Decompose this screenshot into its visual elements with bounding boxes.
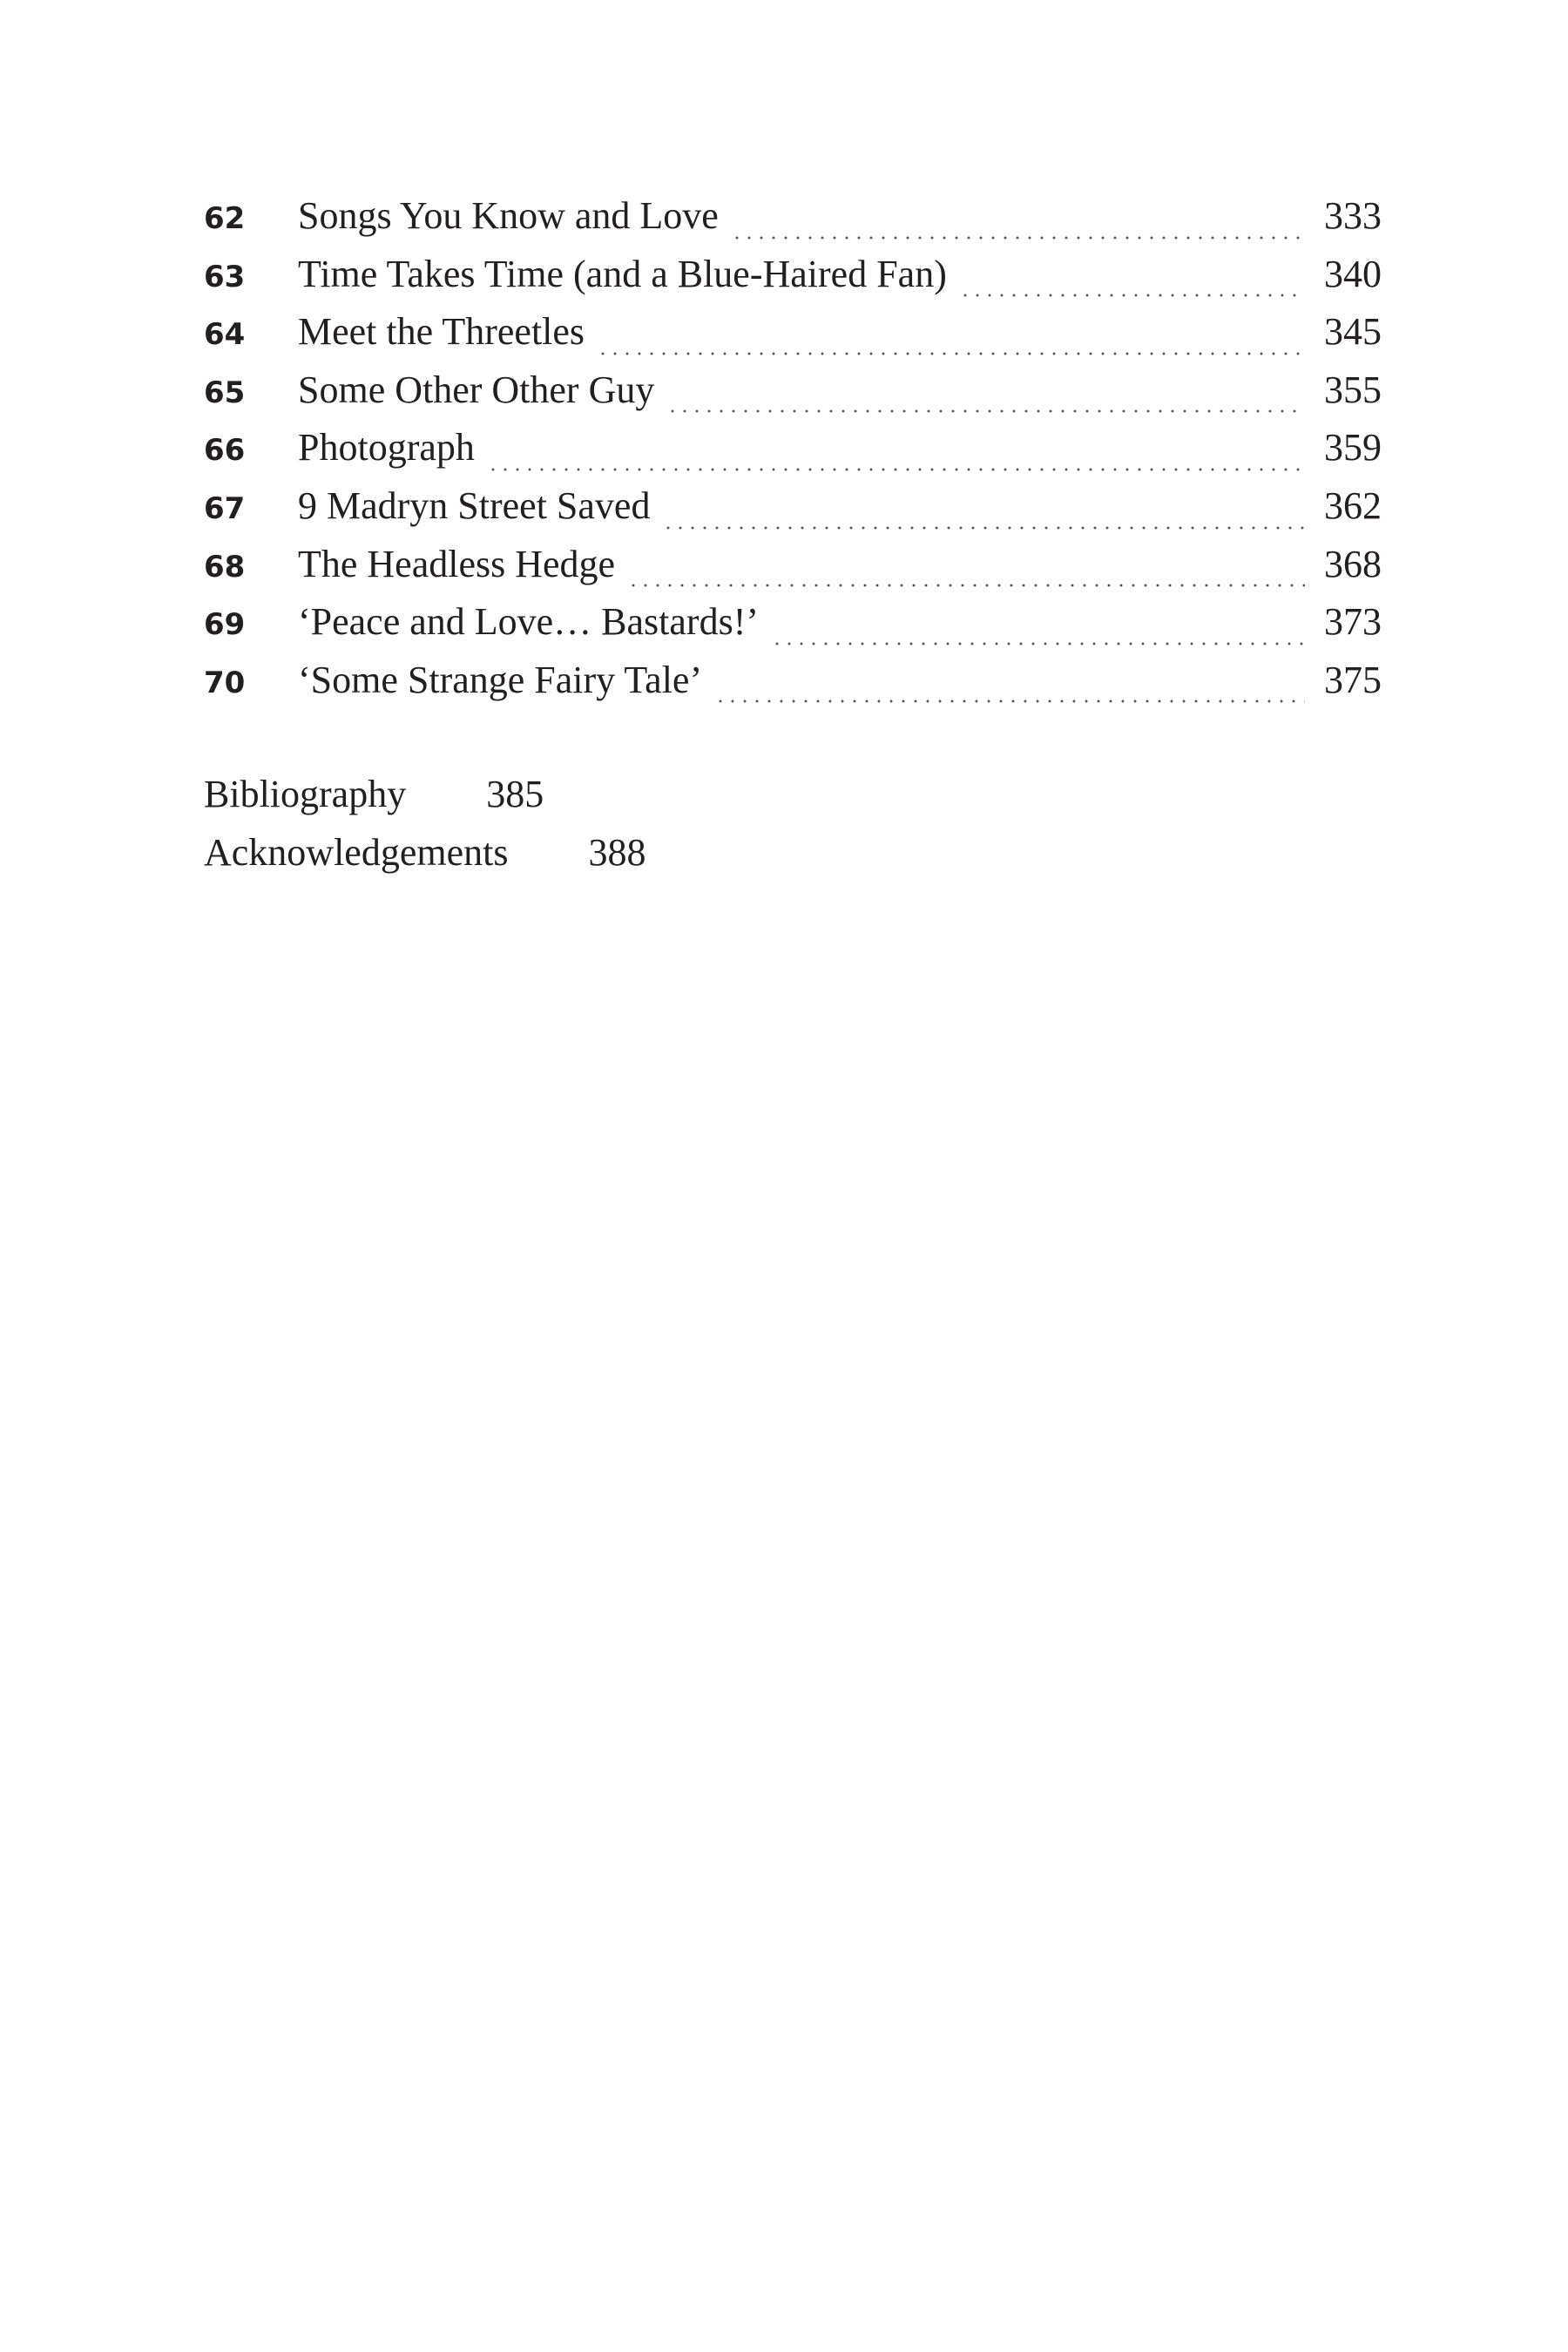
toc-entry xyxy=(204,483,1382,542)
chapter-title: 9 Madryn Street Saved xyxy=(298,483,651,527)
back-matter-entry xyxy=(204,830,645,889)
chapter-page: 373 xyxy=(1324,600,1382,644)
chapter-page: 375 xyxy=(1324,658,1382,701)
chapter-number: 63 xyxy=(204,259,246,294)
chapter-number: 67 xyxy=(204,490,246,526)
table-of-contents xyxy=(204,193,1382,715)
dot-leader xyxy=(662,526,1305,530)
chapter-page: 345 xyxy=(1324,310,1382,354)
chapter-title: Meet the Threetles xyxy=(298,310,585,354)
chapter-title: ‘Peace and Love… Bastards!’ xyxy=(298,600,760,644)
back-matter-page: 388 xyxy=(588,830,646,874)
chapter-title: ‘Some Strange Fairy Tale’ xyxy=(298,658,703,701)
toc-entry xyxy=(204,599,1382,658)
chapter-title: The Headless Hedge xyxy=(298,542,616,585)
chapter-page: 340 xyxy=(1324,252,1382,295)
dot-leader xyxy=(627,584,1305,587)
toc-entry xyxy=(204,658,1382,716)
chapter-number: 70 xyxy=(204,665,246,700)
dot-leader xyxy=(714,700,1305,703)
chapter-number: 65 xyxy=(204,375,246,410)
chapter-title: Some Other Other Guy xyxy=(298,368,655,411)
dot-leader xyxy=(959,294,1305,297)
toc-entry xyxy=(204,193,1382,252)
dot-leader xyxy=(771,642,1305,645)
chapter-page: 333 xyxy=(1324,194,1382,237)
chapter-title: Songs You Know and Love xyxy=(298,194,719,237)
back-matter-page: 385 xyxy=(486,773,544,815)
chapter-number: 66 xyxy=(204,433,246,469)
chapter-number: 69 xyxy=(204,607,246,643)
toc-entry xyxy=(204,309,1382,368)
dot-leader xyxy=(487,468,1305,471)
toc-entry xyxy=(204,252,1382,310)
chapter-page: 368 xyxy=(1324,542,1382,585)
chapter-page: 355 xyxy=(1324,368,1382,411)
back-matter-title: Bibliography xyxy=(204,773,407,815)
chapter-page: 359 xyxy=(1324,426,1382,470)
toc-entry xyxy=(204,425,1382,483)
chapter-title: Time Takes Time (and a Blue-Haired Fan) xyxy=(298,252,947,295)
dot-leader xyxy=(666,409,1305,413)
chapter-title: Photograph xyxy=(298,426,475,470)
chapter-number: 62 xyxy=(204,201,246,236)
back-matter-entry xyxy=(204,772,645,830)
chapter-page: 362 xyxy=(1324,483,1382,527)
toc-entry xyxy=(204,368,1382,426)
chapter-number: 64 xyxy=(204,317,246,353)
back-matter xyxy=(204,772,645,888)
dot-leader xyxy=(597,352,1305,355)
toc-entry xyxy=(204,542,1382,600)
back-matter-title: Acknowledgements xyxy=(204,830,509,874)
chapter-number: 68 xyxy=(204,549,246,585)
dot-leader xyxy=(731,236,1305,240)
